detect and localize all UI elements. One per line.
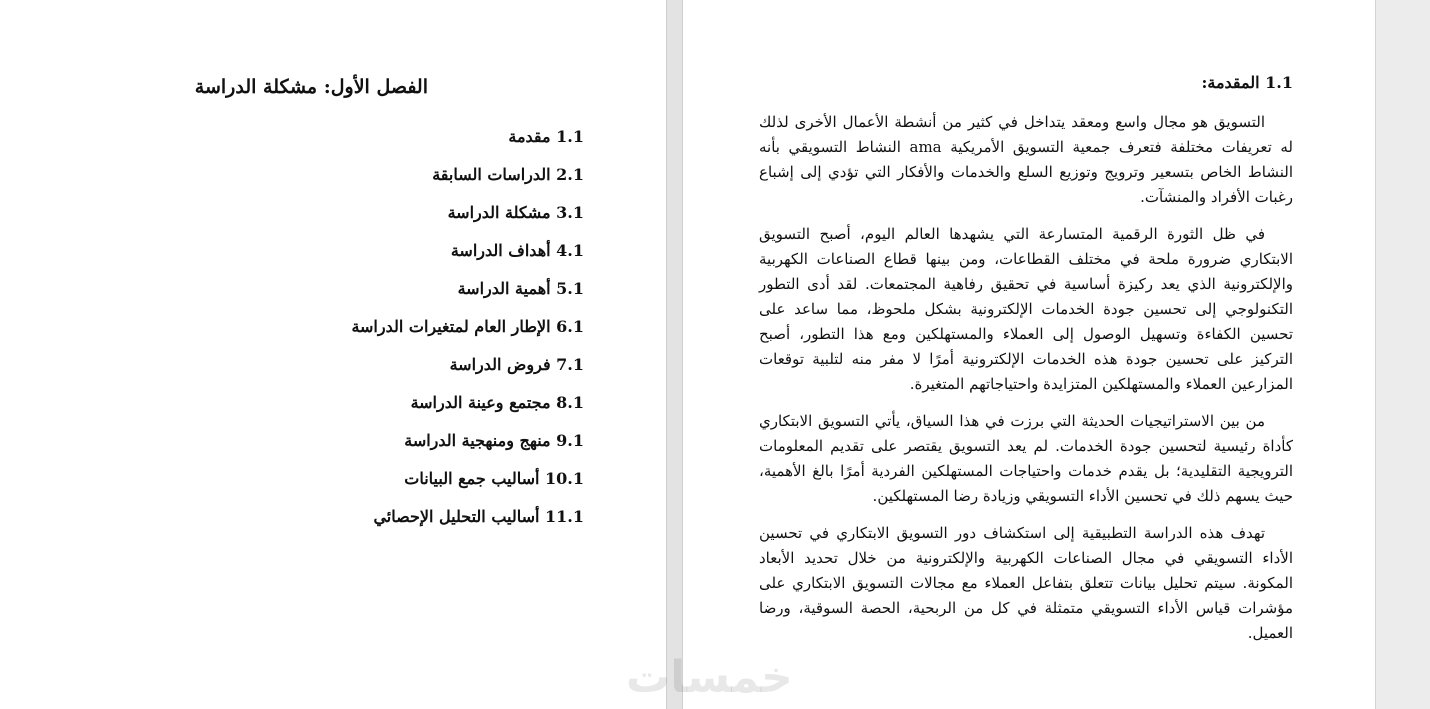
toc-item: 6.1 الإطار العام لمتغيرات الدراسة (351, 317, 584, 336)
paragraph: تهدف هذه الدراسة التطبيقية إلى استكشاف دور التسويق الابتكاري في تحسين الأداء التسويقي في مجال الصناعات الكهربية والإلكترونية من خلال تحديد الأبعاد المكونة. سيتم تحليل بيانات تتعلق بتفاعل العملاء مع مجالات التسويق الابتكاري على مؤشرات قياس الأداء التسويقي متمثلة في كل من الربحية، الحصة السوقية، ورضا العميل. (759, 524, 1293, 642)
section-heading: 1.1 المقدمة: (1201, 73, 1293, 92)
side-margin (1375, 0, 1430, 709)
toc-item: 9.1 منهج ومنهجية الدراسة (404, 431, 584, 450)
toc-item: 1.1 مقدمة (508, 127, 584, 146)
toc-item: 3.1 مشكلة الدراسة (447, 203, 584, 222)
page-gutter (666, 0, 683, 709)
watermark-logo: خمسات (626, 652, 793, 703)
document-page-left (0, 0, 666, 709)
document-page-right (683, 0, 1375, 709)
paragraph: من بين الاستراتيجيات الحديثة التي برزت في هذا السياق، يأتي التسويق الابتكاري كأداة رئيسية لتحسين جودة الخدمات. لم يعد التسويق يقتصر على تقديم المعلومات الترويجية التقليدية؛ بل يقدم خدمات واحتياجات المستهلكين الفردية أمرًا بالغ الأهمية، حيث يسهم ذلك في تحسين الأداء التسويقي وزيادة رضا المستهلكين. (759, 412, 1293, 505)
paragraph: في ظل الثورة الرقمية المتسارعة التي يشهدها العالم اليوم، أصبح التسويق الابتكاري ضرورة ملحة في مختلف القطاعات، ومن بينها قطاع الصناعات الكهربية والإلكترونية الذي يعد ركيزة أساسية في تحقيق رفاهية المجتمعات. لقد أدى التطور التكنولوجي إلى تحسين جودة الخدمات الإلكترونية بشكل ملحوظ، مما ساعد على تحسين الكفاءة وتسهيل الوصول إلى العملاء والمستهلكين ومع هذا التطور، أصبح التركيز على تحسين جودة هذه الخدمات الإلكترونية أمرًا لا مفر منه لتلبية توقعات المزارعين العملاء والمستهلكين المتزايدة واحتياجاتهم المتغيرة. (759, 225, 1293, 393)
toc-item: 10.1 أساليب جمع البيانات (404, 469, 584, 488)
toc-item: 2.1 الدراسات السابقة (432, 165, 584, 184)
paragraph: التسويق هو مجال واسع ومعقد يتداخل في كثير من أنشطة الأعمال الأخرى لذلك له تعريفات مختلفة فتعرف جمعية التسويق الأمريكية ama النشاط التسويقي بأنه النشاط الخاص بتسعير وترويج وتوزيع السلع والخدمات والأفكار التي تؤدي إلى إشباع رغبات الأفراد والمنشآت. (759, 113, 1294, 206)
toc-item: 8.1 مجتمع وعينة الدراسة (410, 393, 584, 412)
body-text (759, 110, 1293, 658)
toc-item: 5.1 أهمية الدراسة (457, 279, 584, 298)
table-of-contents (224, 118, 584, 536)
chapter-title: الفصل الأول: مشكلة الدراسة (194, 76, 428, 98)
toc-item: 7.1 فروض الدراسة (449, 355, 584, 374)
toc-item: 11.1 أساليب التحليل الإحصائي (373, 507, 584, 526)
toc-item: 4.1 أهداف الدراسة (450, 241, 584, 260)
